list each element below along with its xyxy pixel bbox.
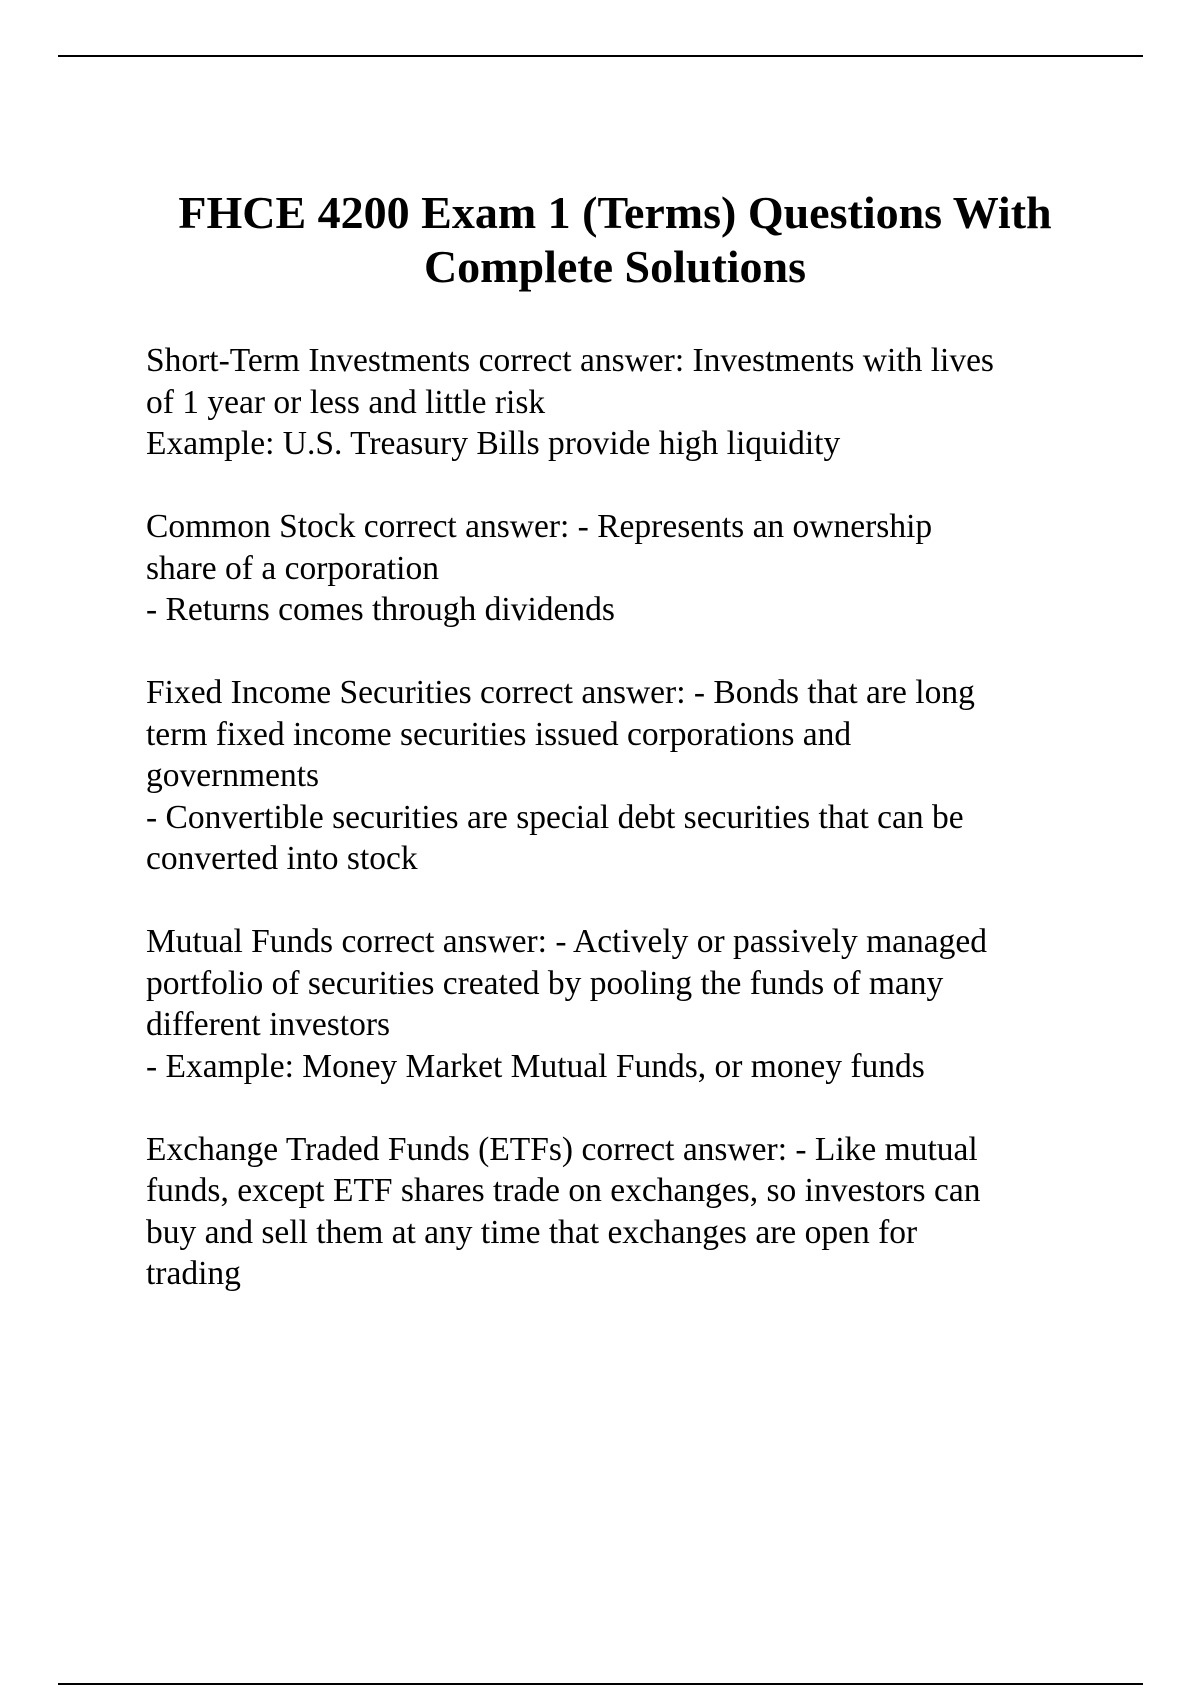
qa-entry-etfs xyxy=(146,1129,1136,1295)
entry-line: of 1 year or less and little risk xyxy=(146,383,546,421)
entry-line: Fixed Income Securities correct answer: - Bonds that are long xyxy=(146,674,975,711)
qa-entry-short-term-investments xyxy=(146,340,1136,465)
entry-line: Exchange Traded Funds (ETFs) correct answer: - Like mutual xyxy=(146,1130,978,1168)
entry-line: Short-Term Investments correct answer: Investments with lives xyxy=(146,342,994,379)
entry-line: different investors xyxy=(146,1006,391,1043)
page-title xyxy=(120,186,1110,294)
entry-line: trading xyxy=(146,1255,241,1292)
entry-line: - Returns comes through dividends xyxy=(146,591,615,628)
entry-line: buy and sell them at any time that exchanges are open for xyxy=(146,1213,918,1251)
footer-rule xyxy=(58,1683,1143,1685)
entry-line: Common Stock correct answer: - Represents an ownership xyxy=(146,508,933,545)
header-rule xyxy=(58,55,1143,57)
entry-line: converted into stock xyxy=(146,840,418,877)
entry-line: portfolio of securities created by pooling the funds of many xyxy=(146,964,944,1002)
qa-entry-common-stock xyxy=(146,506,1136,631)
entry-line: term fixed income securities issued corporations and xyxy=(146,715,852,753)
entry-line: governments xyxy=(146,757,320,794)
entry-line: - Example: Money Market Mutual Funds, or money funds xyxy=(146,1047,925,1085)
qa-list xyxy=(146,340,1136,1336)
entry-line: funds, except ETF shares trade on exchanges, so investors can xyxy=(146,1172,981,1209)
entry-line: Mutual Funds correct answer: - Actively or passively managed xyxy=(146,923,988,960)
qa-entry-fixed-income-securities xyxy=(146,672,1136,880)
qa-entry-mutual-funds xyxy=(146,921,1136,1087)
entry-line: - Convertible securities are special debt securities that can be xyxy=(146,798,964,836)
entry-line: share of a corporation xyxy=(146,549,439,587)
title-line: FHCE 4200 Exam 1 (Terms) Questions With xyxy=(178,187,1052,238)
title-line: Complete Solutions xyxy=(423,241,807,292)
entry-line: Example: U.S. Treasury Bills provide high liquidity xyxy=(146,425,841,462)
